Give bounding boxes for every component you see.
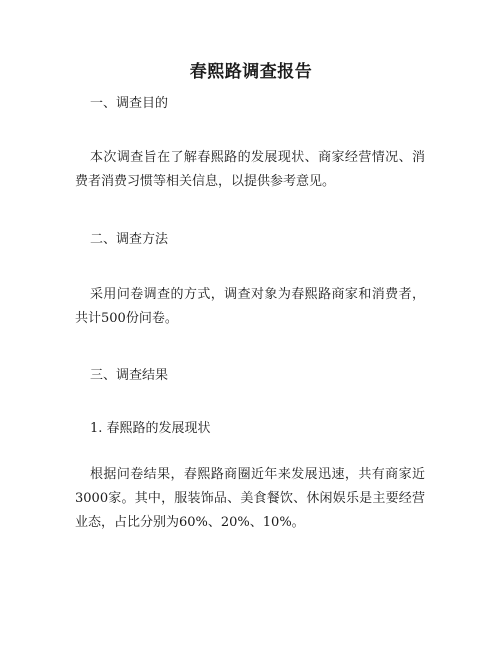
paragraph-method: 采用问卷调查的方式，调查对象为春熙路商家和消费者，共计500份问卷。 [75,287,425,326]
paragraph-results: 根据问卷结果，春熙路商圈近年来发展迅速，共有商家近3000家。其中，服装饰品、美食餐饮、休闲娱乐是主要经营业态，占比分别为60%、20%、10%。 [75,467,425,530]
page-title: 春熙路调查报告 [189,62,313,82]
section-heading-purpose: 一、调查目的 [90,96,169,111]
section-heading-method: 二、调查方法 [90,232,169,247]
section-heading-results: 三、调查结果 [90,368,169,383]
subheading-development-status: 1. 春熙路的发展现状 [90,421,211,436]
paragraph-purpose: 本次调查旨在了解春熙路的发展现状、商家经营情况、消费者消费习惯等相关信息，以提供参考意见。 [75,150,425,189]
